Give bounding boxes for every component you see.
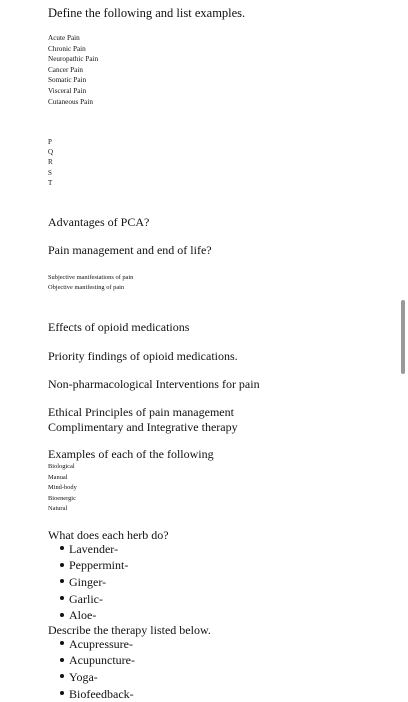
pqrst-list (48, 137, 53, 188)
list-item: Garlic- (60, 591, 128, 608)
list-item: Aloe- (60, 607, 128, 624)
list-item: P (48, 138, 52, 146)
bullet-icon (60, 641, 64, 645)
topic-complimentary: Complimentary and Integrative therapy (48, 420, 238, 434)
list-item: Objective manifesting of pain (48, 284, 125, 292)
list-item: Mind-body (48, 484, 77, 492)
list-item: Acupressure- (60, 636, 135, 653)
therapies-heading: Describe the therapy listed below. (48, 623, 211, 637)
topic-priority-findings: Priority findings of opioid medications. (48, 349, 238, 363)
list-item: Natural (48, 505, 68, 513)
list-item: Cancer Pain (48, 65, 83, 74)
scrollbar-thumb[interactable] (401, 300, 405, 374)
pain-types-list (48, 33, 98, 107)
list-item: Visceral Pain (48, 86, 87, 95)
list-item: T (48, 178, 53, 187)
examples-list (48, 462, 77, 515)
list-item: Chronic Pain (48, 44, 86, 53)
list-item: Biofeedback- (60, 686, 135, 702)
list-item: Somatic Pain (48, 76, 87, 85)
list-item: Subjective manifestations of pain (48, 274, 134, 281)
list-item: S (48, 168, 52, 177)
topic-ethical: Ethical Principles of pain management (48, 405, 234, 419)
list-item: Bioenergic (48, 494, 76, 502)
list-item: R (48, 158, 53, 167)
list-item: Manual (48, 473, 68, 481)
list-item: Neuropathic Pain (48, 55, 99, 64)
list-item: Acute Pain (48, 34, 80, 42)
list-item: Q (48, 148, 54, 157)
examples-heading: Examples of each of the following (48, 447, 214, 461)
list-item: Peppermint- (60, 558, 128, 575)
list-item: Yoga- (60, 669, 135, 686)
document-title: Define the following and list examples. (48, 6, 246, 20)
list-item: Acupuncture- (60, 653, 135, 670)
therapies-list (60, 636, 135, 702)
topic-non-pharm: Non-pharmacological Interventions for pain (48, 377, 260, 391)
bullet-icon (60, 546, 64, 550)
bullet-icon (60, 691, 64, 695)
bullet-icon (60, 658, 64, 662)
list-item: Lavender- (60, 541, 128, 558)
bullet-icon (60, 579, 64, 583)
list-item: Ginger- (60, 574, 128, 591)
herbs-heading: What does each herb do? (48, 528, 169, 542)
bullet-icon (60, 596, 64, 600)
herbs-list (60, 541, 128, 624)
bullet-icon (60, 613, 64, 617)
bullet-icon (60, 563, 64, 567)
list-item: Cutaneous Pain (48, 97, 93, 106)
topic-opioid-effects: Effects of opioid medications (48, 320, 190, 334)
question-pca: Advantages of PCA? (48, 215, 150, 229)
manifestations-list (48, 273, 133, 293)
question-end-of-life: Pain management and end of life? (48, 243, 212, 257)
list-item: Biological (48, 463, 75, 470)
bullet-icon (60, 674, 64, 678)
